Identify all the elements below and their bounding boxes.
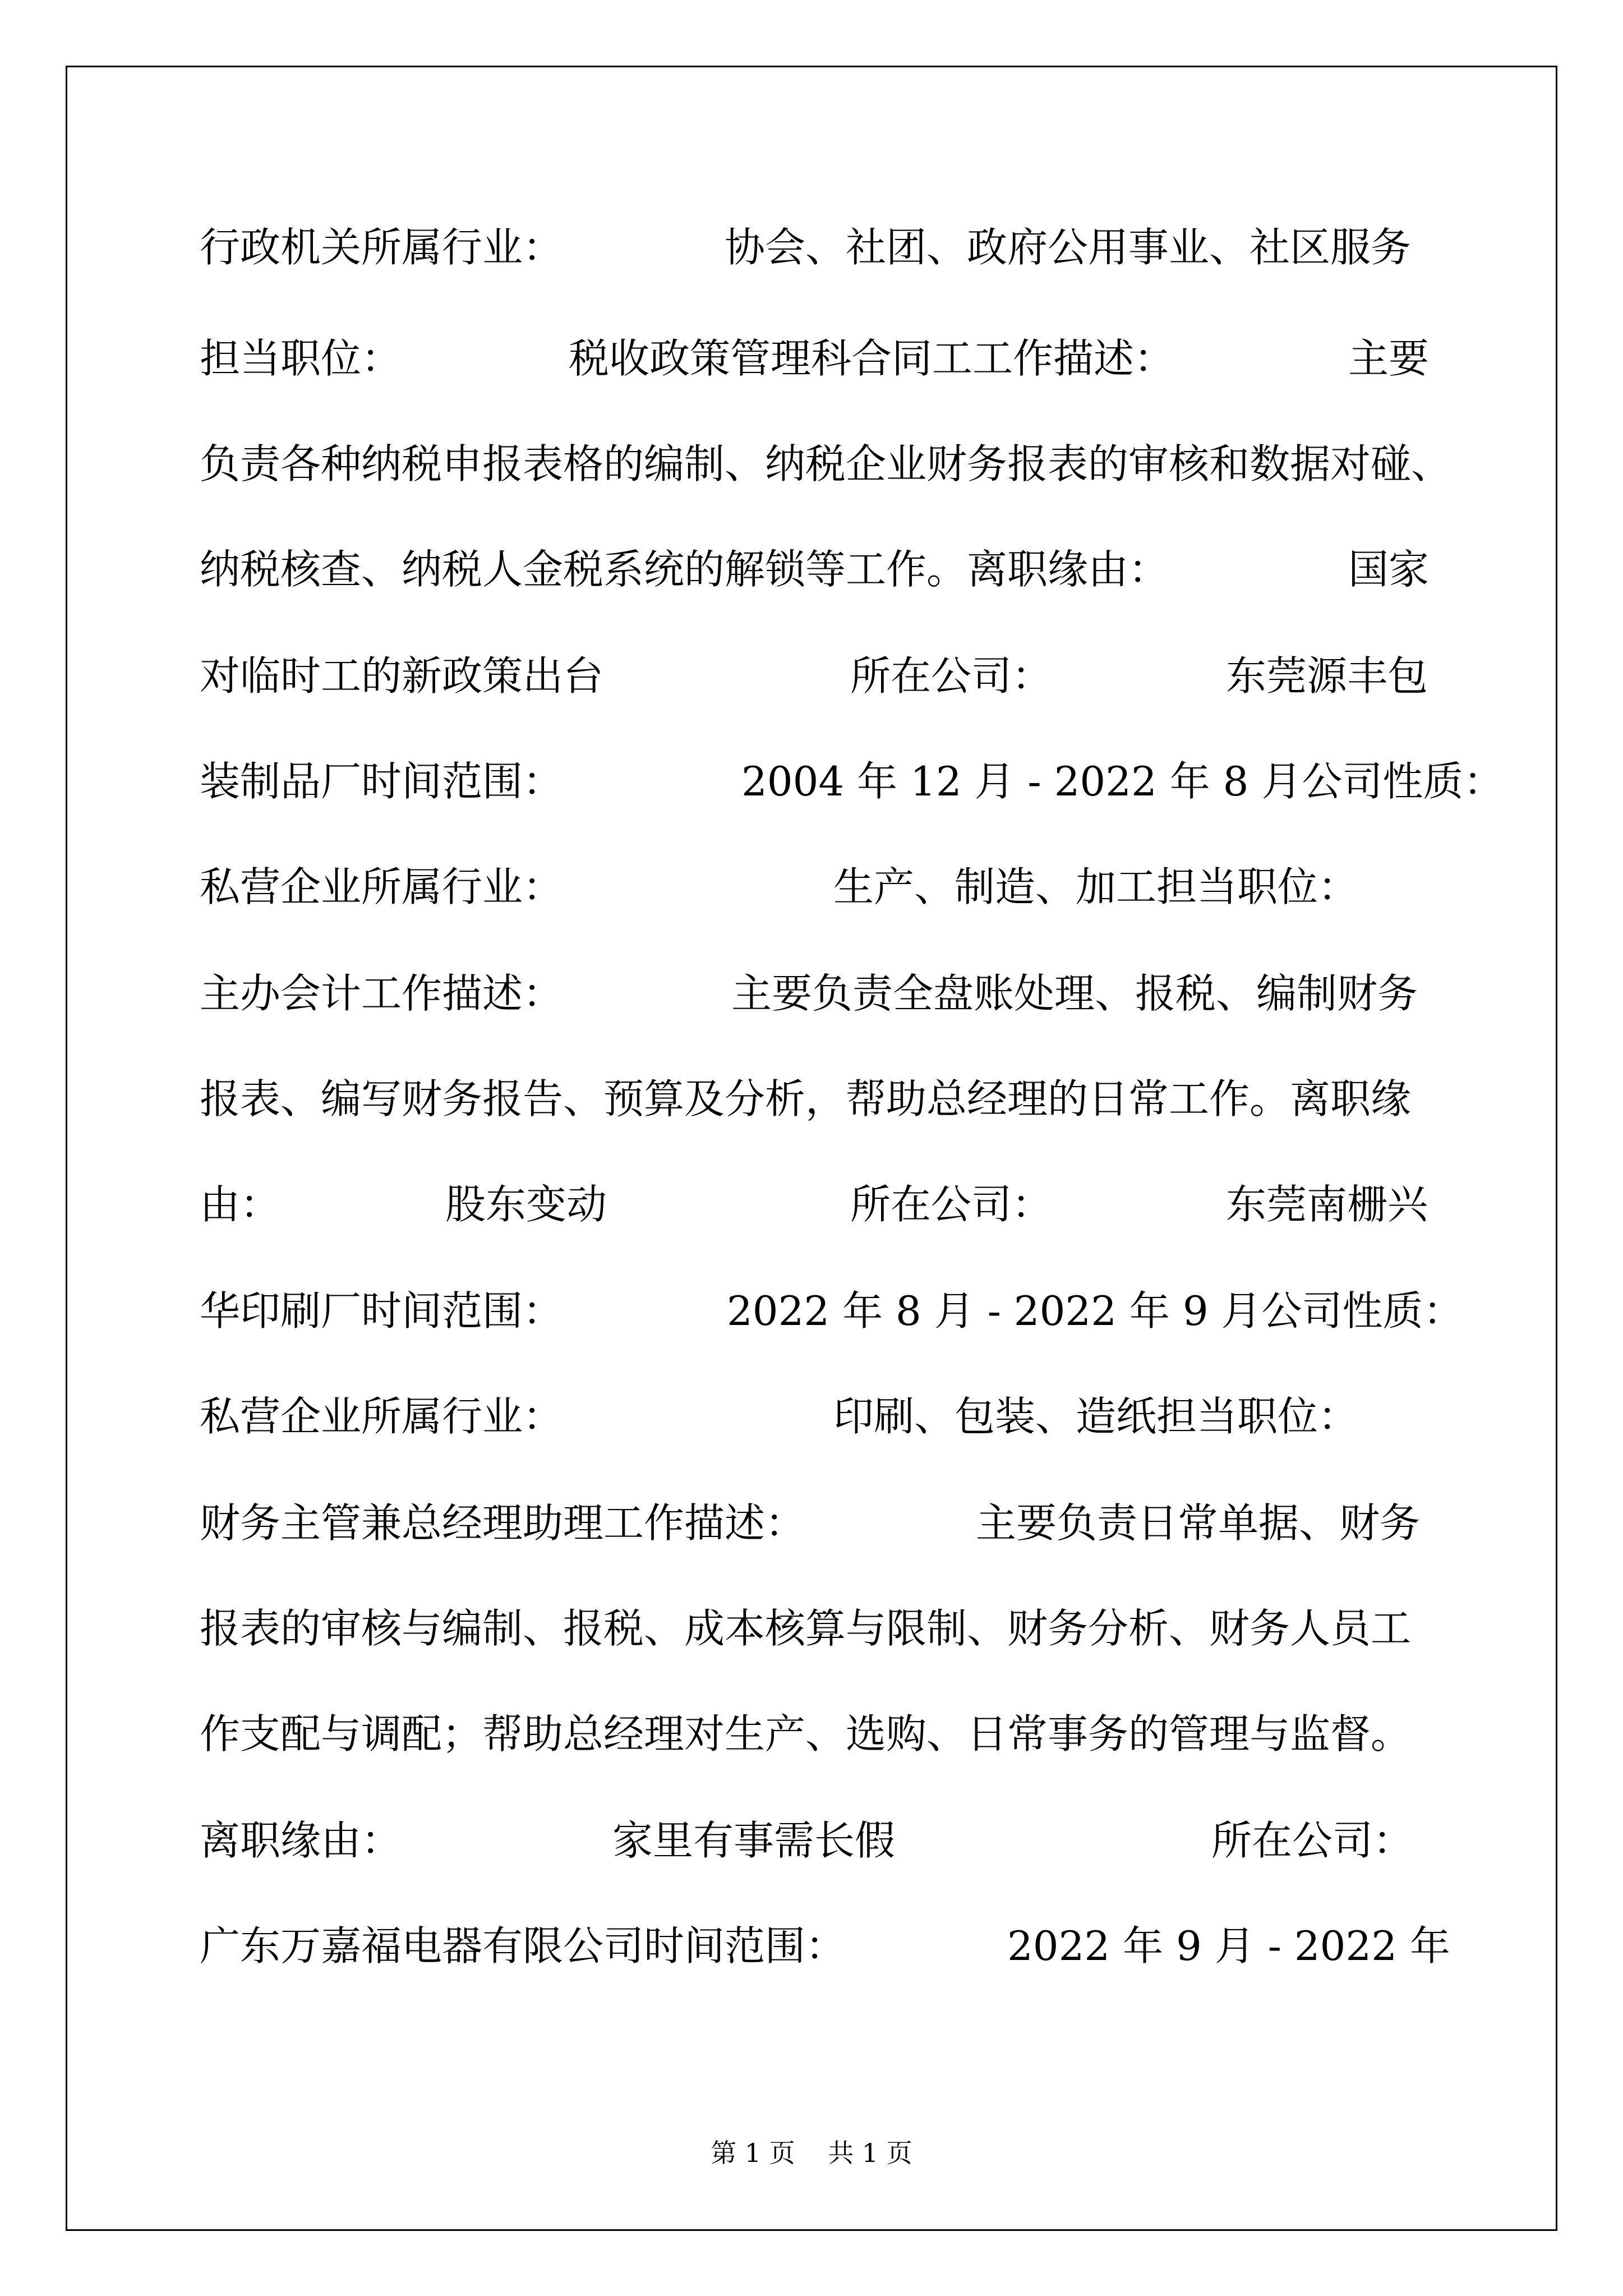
text-segment: 私营企业所属行业： xyxy=(200,1393,564,1440)
text-segment: 离职缘由： xyxy=(200,1817,402,1864)
text-segment: 华印刷厂时间范围： xyxy=(200,1287,564,1335)
page-border xyxy=(66,66,1557,2231)
text-segment: 所在公司： xyxy=(1211,1817,1414,1864)
text-segment: 2022 年 8 月 - 2022 年 9 月公司性质： xyxy=(727,1287,1464,1335)
text-segment: 东莞源丰包 xyxy=(1226,652,1428,700)
text-segment: 税收政策管理科合同工工作描述： xyxy=(569,335,1175,382)
text-segment: 主办会计工作描述： xyxy=(200,970,564,1017)
text-segment: 2004 年 12 月 - 2022 年 8 月公司性质： xyxy=(741,758,1504,805)
text-segment: 主要 xyxy=(1348,335,1430,382)
text-segment: 2022 年 9 月 - 2022 年 xyxy=(1007,1922,1450,1970)
text-segment: 行政机关所属行业： xyxy=(200,224,564,271)
text-segment: 主要负责日常单据、财务 xyxy=(976,1499,1421,1547)
text-segment: 报表的审核与编制、报税、成本核算与限制、财务分析、财务人员工 xyxy=(200,1605,1412,1652)
text-segment: 所在公司： xyxy=(850,1181,1053,1228)
text-segment: 家里有事需长假 xyxy=(612,1817,896,1864)
text-segment: 对临时工的新政策出台 xyxy=(200,652,604,700)
text-segment: 私营企业所属行业： xyxy=(200,863,564,910)
text-segment: 财务主管兼总经理助理工作描述： xyxy=(200,1499,806,1547)
text-segment: 主要负责全盘账处理、报税、编制财务 xyxy=(731,970,1418,1017)
text-segment: 股东变动 xyxy=(445,1181,607,1228)
text-segment: 东莞南栅兴 xyxy=(1226,1181,1428,1228)
text-segment: 纳税核查、纳税人金税系统的解锁等工作。离职缘由： xyxy=(200,546,1169,593)
text-segment: 广东万嘉福电器有限公司时间范围： xyxy=(200,1922,846,1970)
text-segment: 负责各种纳税申报表格的编制、纳税企业财务报表的审核和数据对碰、 xyxy=(200,440,1452,487)
text-segment: 由： xyxy=(200,1181,281,1228)
text-segment: 报表、编写财务报告、预算及分析，帮助总经理的日常工作。离职缘 xyxy=(200,1075,1412,1122)
text-segment: 印刷、包装、造纸担当职位： xyxy=(833,1393,1359,1440)
text-segment: 担当职位： xyxy=(200,335,402,382)
text-segment: 所在公司： xyxy=(850,652,1053,700)
text-segment: 国家 xyxy=(1348,546,1430,593)
text-segment: 协会、社团、政府公用事业、社区服务 xyxy=(725,224,1412,271)
text-segment: 作支配与调配；帮助总经理对生产、选购、日常事务的管理与监督。 xyxy=(200,1710,1412,1757)
text-segment: 生产、制造、加工担当职位： xyxy=(833,863,1359,910)
text-segment: 装制品厂时间范围： xyxy=(200,758,564,805)
page-number: 第 1 页 共 1 页 xyxy=(711,2138,912,2168)
